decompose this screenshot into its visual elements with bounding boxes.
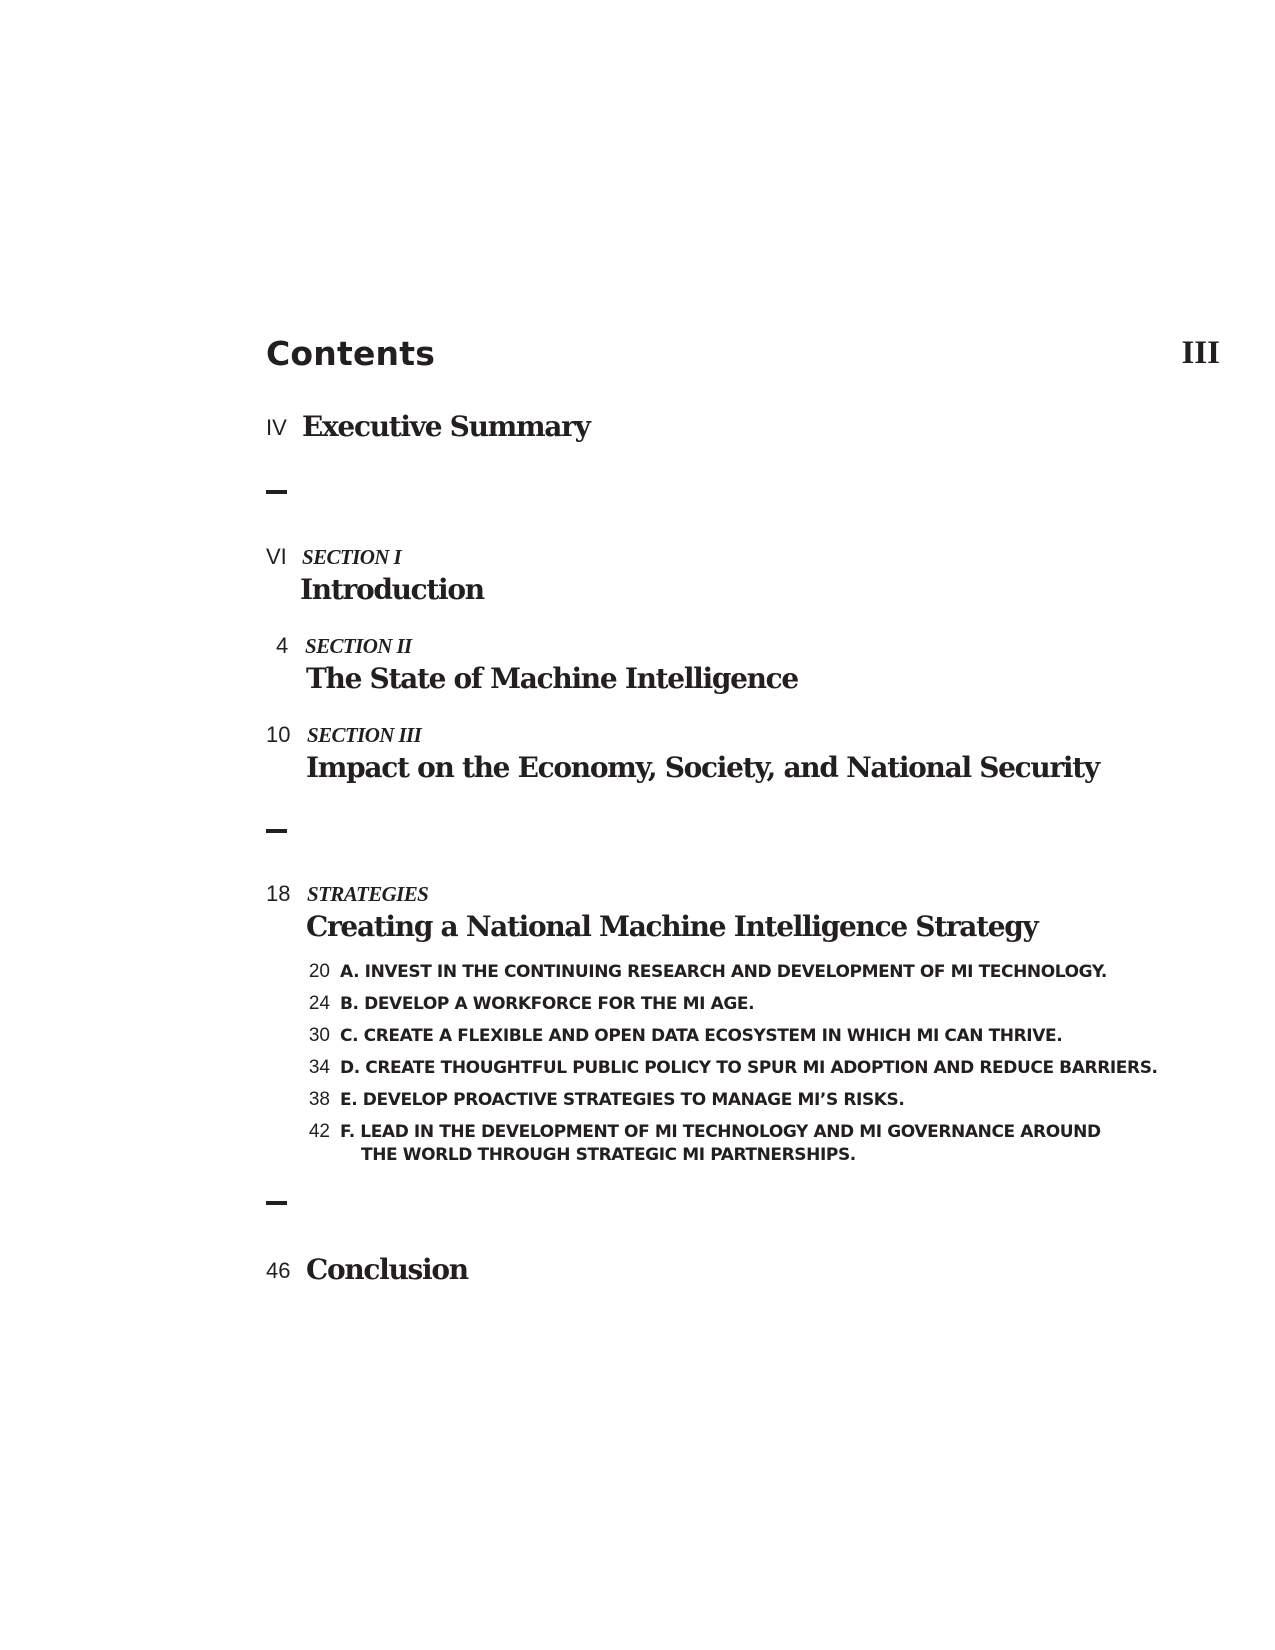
toc-heading-state-of-mi[interactable]: The State of Machine Intelligence [306, 662, 798, 695]
toc-subitem-page: 34 [308, 1057, 330, 1078]
toc-page-number: 10 [266, 722, 291, 747]
toc-subitem-page: 38 [308, 1089, 330, 1110]
toc-heading-executive-summary[interactable]: Executive Summary [302, 410, 590, 443]
toc-subitem[interactable]: B. DEVELOP A WORKFORCE FOR THE MI AGE. [340, 994, 755, 1014]
toc-page-number: IV [266, 415, 287, 440]
toc-subitem-page: 24 [308, 993, 330, 1014]
page-title: Contents [266, 334, 436, 373]
toc-page-number: 46 [266, 1258, 291, 1283]
toc-subitem-line1: F. LEAD IN THE DEVELOPMENT OF MI TECHNOLOGY AND MI GOVERNANCE AROUND [340, 1122, 1101, 1142]
toc-subitem[interactable] [340, 1121, 1101, 1167]
section-divider [266, 829, 287, 833]
toc-subitem-page: 20 [308, 961, 330, 982]
section-divider [266, 490, 287, 494]
toc-heading-impact[interactable]: Impact on the Economy, Society, and National Security [306, 751, 1099, 784]
toc-subitem[interactable]: D. CREATE THOUGHTFUL PUBLIC POLICY TO SPUR MI ADOPTION AND REDUCE BARRIERS. [340, 1058, 1158, 1078]
toc-subitem[interactable]: E. DEVELOP PROACTIVE STRATEGIES TO MANAGE MI’S RISKS. [340, 1090, 905, 1110]
toc-subitem[interactable]: C. CREATE A FLEXIBLE AND OPEN DATA ECOSYSTEM IN WHICH MI CAN THRIVE. [340, 1026, 1063, 1046]
toc-page-number: 4 [276, 633, 289, 658]
toc-subitem-page: 42 [308, 1121, 330, 1142]
toc-page-number: VI [266, 544, 287, 569]
page-number: III [1181, 335, 1220, 371]
toc-subitem-line2: THE WORLD THROUGH STRATEGIC MI PARTNERSHIPS. [361, 1145, 856, 1165]
section-divider [266, 1201, 287, 1205]
toc-section-label: STRATEGIES [307, 882, 429, 906]
toc-section-label: SECTION I [302, 545, 402, 569]
toc-subitem[interactable]: A. INVEST IN THE CONTINUING RESEARCH AND DEVELOPMENT OF MI TECHNOLOGY. [340, 962, 1107, 982]
toc-subitem-page: 30 [308, 1025, 330, 1046]
toc-section-label: SECTION II [305, 634, 412, 658]
toc-heading-strategy[interactable]: Creating a National Machine Intelligence Strategy [306, 910, 1038, 943]
toc-section-label: SECTION III [307, 723, 422, 747]
toc-page-number: 18 [266, 881, 291, 906]
toc-heading-conclusion[interactable]: Conclusion [306, 1253, 468, 1286]
toc-heading-introduction[interactable]: Introduction [300, 573, 484, 606]
